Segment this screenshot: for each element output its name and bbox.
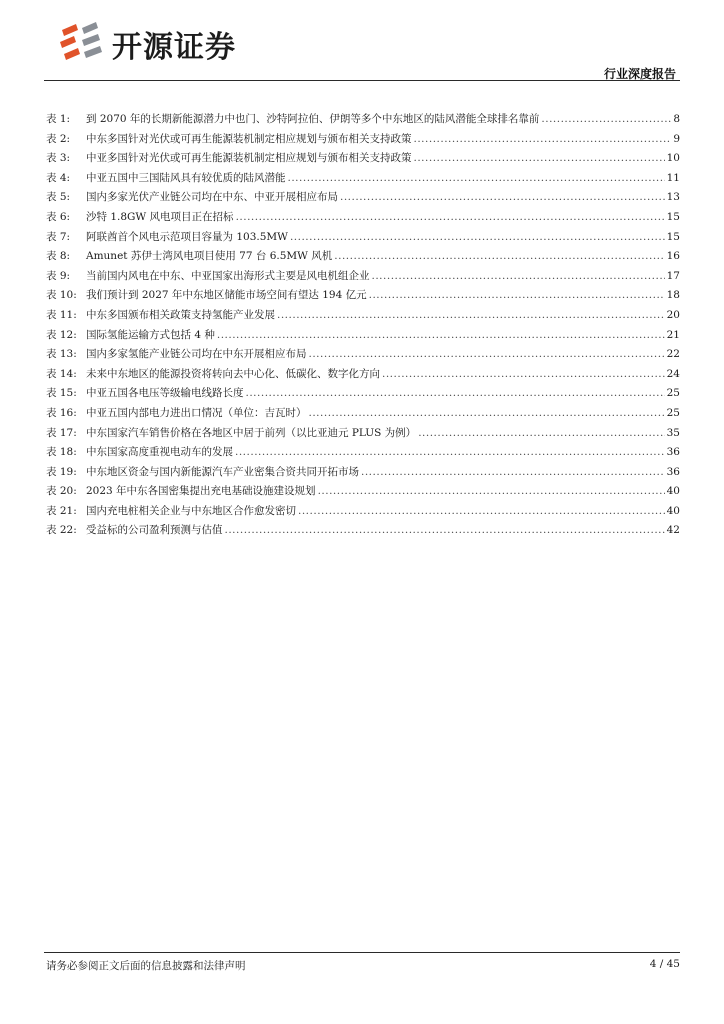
toc-entry[interactable] bbox=[46, 306, 680, 326]
toc-entry-leader bbox=[414, 130, 672, 150]
toc-entry-leader bbox=[288, 169, 665, 189]
toc-entry-title[interactable]: 中东多国颁布相关政策支持氢能产业发展 bbox=[86, 308, 275, 321]
toc-entry-title[interactable]: 当前国内风电在中东、中亚国家出海形式主要是风电机组企业 bbox=[86, 269, 370, 282]
toc-entry-page[interactable]: 25 bbox=[666, 387, 680, 400]
toc-entry-title[interactable]: 受益标的公司盈利预测与估值 bbox=[86, 524, 223, 537]
toc-entry-leader bbox=[217, 326, 665, 346]
toc-entry-title[interactable]: 国内多家氢能产业链公司均在中东开展相应布局 bbox=[86, 348, 307, 361]
toc-entry[interactable] bbox=[46, 228, 680, 248]
toc-entry-leader bbox=[414, 149, 665, 169]
toc-entry-page[interactable]: 17 bbox=[666, 269, 680, 282]
toc-entry-page[interactable]: 40 bbox=[666, 485, 680, 498]
toc-entry[interactable] bbox=[46, 424, 680, 444]
toc-entry-page[interactable]: 36 bbox=[666, 446, 680, 459]
toc-entry-title[interactable]: 国际氢能运输方式包括 4 种 bbox=[86, 328, 215, 341]
toc-entry-page[interactable]: 25 bbox=[666, 406, 680, 419]
toc-entry-title[interactable]: 中亚五国各电压等级输电线路长度 bbox=[86, 387, 244, 400]
toc-entry-leader bbox=[236, 208, 665, 228]
toc-entry-page[interactable]: 42 bbox=[666, 524, 680, 537]
toc-entry-leader bbox=[418, 424, 664, 444]
toc-entry[interactable] bbox=[46, 345, 680, 365]
toc-entry-title[interactable]: 中亚五国内部电力进出口情况（单位：吉瓦时） bbox=[86, 406, 307, 419]
footer-divider bbox=[44, 952, 680, 953]
toc-entry-leader bbox=[318, 482, 665, 502]
toc-entry-label: 表 13: bbox=[46, 348, 77, 361]
brand-logo bbox=[58, 22, 236, 66]
toc-entry-page[interactable]: 24 bbox=[666, 367, 680, 380]
toc-entry-leader bbox=[277, 306, 665, 326]
toc-entry-leader bbox=[235, 443, 665, 463]
page-header bbox=[44, 18, 680, 80]
toc-entry-label: 表 17: bbox=[46, 426, 77, 439]
toc-entry-page[interactable]: 35 bbox=[666, 426, 680, 439]
toc-entry-title[interactable]: 到 2070 年的长期新能源潜力中也门、沙特阿拉伯、伊朗等多个中东地区的陆风潜能全球排名靠前 bbox=[86, 113, 540, 125]
toc-entry-title[interactable]: 2023 年中东各国密集提出充电基础设施建设规划 bbox=[86, 485, 316, 498]
toc-entry-title[interactable]: 中亚五国中三国陆风具有较优质的陆风潜能 bbox=[86, 171, 286, 184]
page-number: 4 / 45 bbox=[649, 958, 680, 970]
toc-entry[interactable] bbox=[46, 326, 680, 346]
toc-entry[interactable] bbox=[46, 267, 680, 287]
toc-entry-leader bbox=[541, 110, 671, 130]
toc-entry-label: 表 16: bbox=[46, 406, 77, 419]
toc-entry-label: 表 20: bbox=[46, 485, 77, 498]
toc-entry-title[interactable]: 沙特 1.8GW 风电项目正在招标 bbox=[86, 210, 234, 223]
toc-entry-leader bbox=[246, 384, 665, 404]
toc-entry-title[interactable]: 我们预计到 2027 年中东地区储能市场空间有望达 194 亿元 bbox=[86, 289, 367, 302]
toc-entry-title[interactable]: 中亚多国针对光伏或可再生能源装机制定相应规划与颁布相关支持政策 bbox=[86, 152, 412, 165]
toc-entry-label: 表 6: bbox=[46, 210, 71, 223]
toc-entry[interactable] bbox=[46, 463, 680, 483]
toc-entry-page[interactable]: 9 bbox=[673, 132, 680, 145]
brand-name: 开源证券 bbox=[112, 30, 236, 65]
toc-entry-page[interactable]: 40 bbox=[666, 504, 680, 517]
toc-entry[interactable] bbox=[46, 286, 680, 306]
toc-entry[interactable] bbox=[46, 149, 680, 169]
toc-entry-title[interactable]: 阿联酋首个风电示范项目容量为 103.5MW bbox=[86, 230, 288, 243]
toc-entry-label: 表 12: bbox=[46, 328, 77, 341]
toc-entry[interactable] bbox=[46, 130, 680, 150]
toc-entry[interactable] bbox=[46, 188, 680, 208]
toc-entry[interactable] bbox=[46, 443, 680, 463]
toc-entry-leader bbox=[225, 521, 665, 541]
toc-entry-label: 表 9: bbox=[46, 269, 71, 282]
report-type-label: 行业深度报告 bbox=[603, 67, 676, 81]
toc-entry-label: 表 5: bbox=[46, 191, 71, 204]
toc-entry-title[interactable]: Amunet 苏伊士湾风电项目使用 77 台 6.5MW 风机 bbox=[86, 250, 333, 263]
toc-entry-label: 表 22: bbox=[46, 524, 77, 537]
toc-entry-leader bbox=[382, 365, 665, 385]
toc-entry-label: 表 10: bbox=[46, 289, 77, 302]
toc-entry-title[interactable]: 中东地区资金与国内新能源汽车产业密集合资共同开拓市场 bbox=[86, 465, 359, 478]
toc-entry-title[interactable]: 中东国家高度重视电动车的发展 bbox=[86, 446, 233, 459]
toc-entry-page[interactable]: 13 bbox=[666, 191, 680, 204]
toc-entry[interactable] bbox=[46, 365, 680, 385]
toc-entry-leader bbox=[369, 286, 665, 306]
toc-entry-page[interactable]: 16 bbox=[666, 250, 680, 263]
toc-entry-page[interactable]: 10 bbox=[666, 152, 680, 165]
toc-entry[interactable] bbox=[46, 208, 680, 228]
toc-entry-title[interactable]: 国内充电桩相关企业与中东地区合作愈发密切 bbox=[86, 504, 296, 517]
toc-entry[interactable] bbox=[46, 521, 680, 541]
toc-entry[interactable] bbox=[46, 169, 680, 189]
toc-entry[interactable] bbox=[46, 482, 680, 502]
toc-entry-label: 表 1: bbox=[46, 113, 71, 125]
toc-entry-label: 表 2: bbox=[46, 132, 71, 145]
footer-disclaimer: 请务必参阅正文后面的信息披露和法律声明 bbox=[46, 960, 246, 972]
toc-entry-leader bbox=[334, 247, 664, 267]
toc-entry-leader bbox=[290, 228, 665, 248]
toc-entry-page[interactable]: 11 bbox=[666, 171, 680, 184]
toc-entry-leader bbox=[309, 404, 665, 424]
toc-entry-leader bbox=[361, 463, 665, 483]
toc-entry-page[interactable]: 18 bbox=[666, 289, 680, 302]
toc-entry-label: 表 14: bbox=[46, 367, 77, 380]
toc-entry-page[interactable]: 22 bbox=[666, 348, 680, 361]
toc-entry-page[interactable]: 21 bbox=[666, 328, 680, 341]
toc-entry-label: 表 7: bbox=[46, 230, 71, 243]
toc-entry-label: 表 19: bbox=[46, 465, 77, 478]
toc-entry-label: 表 11: bbox=[46, 308, 77, 321]
toc-entry-page[interactable]: 8 bbox=[673, 113, 680, 125]
toc-entry-title[interactable]: 未来中东地区的能源投资将转向去中心化、低碳化、数字化方向 bbox=[86, 367, 380, 380]
toc-entry-label: 表 8: bbox=[46, 250, 71, 263]
toc-entry-label: 表 4: bbox=[46, 171, 71, 184]
toc-entry-page[interactable]: 15 bbox=[666, 210, 680, 223]
toc-entry-label: 表 21: bbox=[46, 504, 77, 517]
toc-entry-leader bbox=[309, 345, 665, 365]
toc-entry-leader bbox=[372, 267, 665, 287]
header-divider bbox=[44, 80, 680, 81]
toc-entry-label: 表 18: bbox=[46, 446, 77, 459]
table-of-tables bbox=[46, 110, 680, 541]
toc-entry[interactable] bbox=[46, 247, 680, 267]
toc-entry-leader bbox=[340, 188, 665, 208]
toc-entry-page[interactable]: 15 bbox=[666, 230, 680, 243]
toc-entry[interactable] bbox=[46, 110, 680, 130]
toc-entry[interactable] bbox=[46, 384, 680, 404]
toc-entry-title[interactable]: 国内多家光伏产业链公司均在中东、中亚开展相应布局 bbox=[86, 191, 338, 204]
toc-entry-label: 表 15: bbox=[46, 387, 77, 400]
toc-entry-page[interactable]: 20 bbox=[666, 308, 680, 321]
toc-entry[interactable] bbox=[46, 502, 680, 522]
toc-entry-leader bbox=[298, 502, 665, 522]
toc-entry-title[interactable]: 中东多国针对光伏或可再生能源装机制定相应规划与颁布相关支持政策 bbox=[86, 132, 412, 145]
toc-entry-label: 表 3: bbox=[46, 152, 71, 165]
toc-entry[interactable] bbox=[46, 404, 680, 424]
toc-entry-page[interactable]: 36 bbox=[666, 465, 680, 478]
toc-entry-title[interactable]: 中东国家汽车销售价格在各地区中居于前列（以比亚迪元 PLUS 为例） bbox=[86, 426, 417, 439]
brand-logo-icon bbox=[58, 22, 104, 66]
